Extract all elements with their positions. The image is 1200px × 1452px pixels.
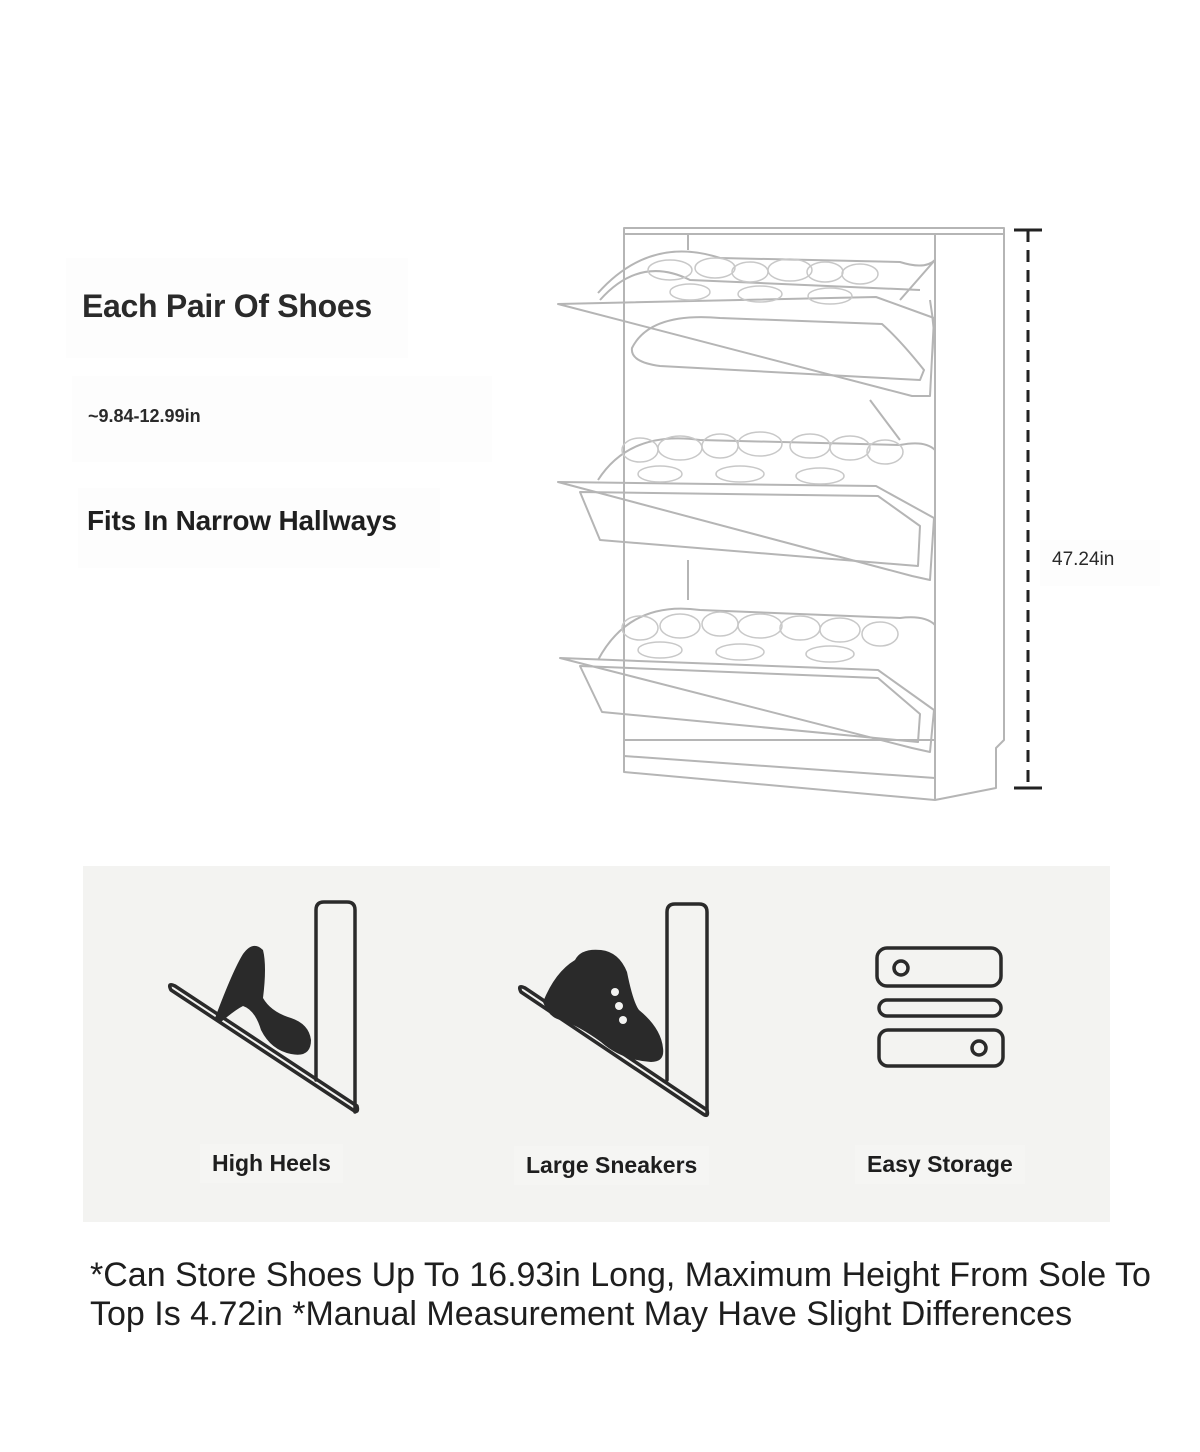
features-panel [83, 866, 1110, 1222]
feature-label-large-sneakers: Large Sneakers [514, 1146, 709, 1185]
storage-drawers-icon [873, 946, 1005, 1070]
shoe-size-heading [66, 258, 408, 358]
drawer-bottom [560, 609, 935, 752]
height-dimension-text: 47.24in [1052, 549, 1115, 570]
feature-label-easy-storage: Easy Storage [855, 1145, 1025, 1184]
storage-footnote: *Can Store Shoes Up To 16.93in Long, Maximum Height From Sole To Top Is 4.72in *Manual Measurement May Have Slight Differences [90, 1256, 1151, 1333]
narrow-hallway-text: Fits In Narrow Hallways [87, 505, 397, 536]
boot-icon [515, 902, 725, 1122]
shoe-cabinet-illustration [540, 200, 1020, 820]
shoe-size-range-text: ~9.84-12.99in [88, 406, 201, 426]
shoe-size-range [72, 376, 492, 462]
drawer-middle [558, 400, 935, 580]
height-dimension-line [1000, 220, 1060, 800]
shoe-size-heading-text: Each Pair Of Shoes [82, 288, 372, 324]
narrow-hallway-caption [78, 488, 440, 568]
high-heel-icon [163, 900, 373, 1120]
feature-label-high-heels: High Heels [200, 1144, 343, 1183]
drawer-top [558, 251, 935, 410]
height-dimension-label [1040, 540, 1160, 586]
